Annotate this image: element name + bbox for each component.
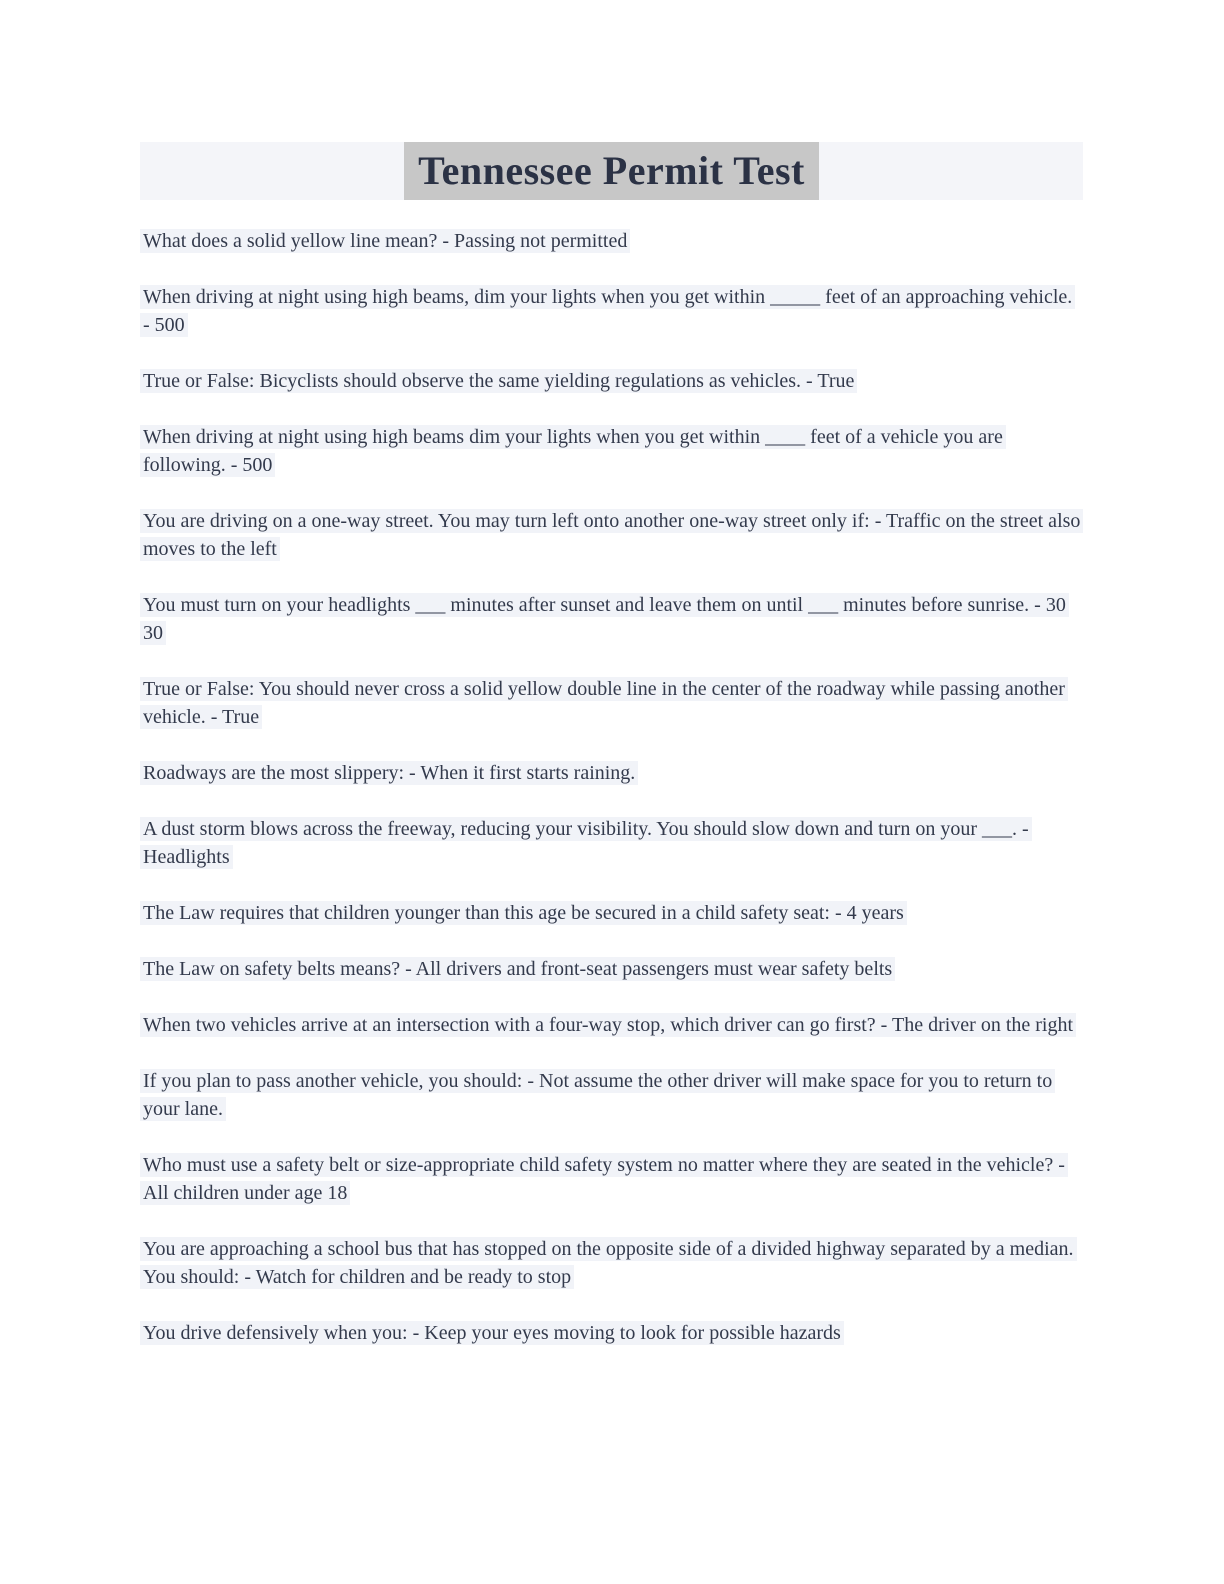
- question-item: [140, 759, 1083, 787]
- question-item: [140, 367, 1083, 395]
- question-item: [140, 1235, 1083, 1291]
- question-text: A dust storm blows across the freeway, reducing your visibility. You should slow down and turn on your ___. - Headlights: [140, 817, 1032, 869]
- question-text: You must turn on your headlights ___ minutes after sunset and leave them on until ___ minutes before sunrise. - 30 30: [140, 593, 1069, 645]
- question-text: Who must use a safety belt or size-appropriate child safety system no matter where they are seated in the vehicle? - All children under age 18: [140, 1153, 1068, 1205]
- question-text: When driving at night using high beams dim your lights when you get within ____ feet of a vehicle you are following. - 500: [140, 425, 1006, 477]
- question-item: [140, 815, 1083, 871]
- question-item: [140, 283, 1083, 339]
- question-text: The Law requires that children younger than this age be secured in a child safety seat: - 4 years: [140, 901, 907, 925]
- question-item: [140, 423, 1083, 479]
- question-text: True or False: You should never cross a solid yellow double line in the center of the roadway while passing another vehicle. - True: [140, 677, 1068, 729]
- question-text: You drive defensively when you: - Keep your eyes moving to look for possible hazards: [140, 1321, 844, 1345]
- question-item: [140, 591, 1083, 647]
- page-title: Tennessee Permit Test: [404, 142, 819, 200]
- question-text: When driving at night using high beams, dim your lights when you get within _____ feet of an approaching vehicle. - 500: [140, 285, 1075, 337]
- question-item: [140, 955, 1083, 983]
- question-text: The Law on safety belts means? - All drivers and front-seat passengers must wear safety belts: [140, 957, 895, 981]
- question-item: [140, 507, 1083, 563]
- question-item: [140, 1067, 1083, 1123]
- question-item: [140, 1319, 1083, 1347]
- question-item: [140, 1151, 1083, 1207]
- question-item: [140, 227, 1083, 255]
- question-list: [140, 227, 1083, 1347]
- question-text: Roadways are the most slippery: - When it first starts raining.: [140, 761, 638, 785]
- question-text: What does a solid yellow line mean? - Passing not permitted: [140, 229, 630, 253]
- question-text: You are approaching a school bus that has stopped on the opposite side of a divided highway separated by a median. You should: - Watch for children and be ready to stop: [140, 1237, 1077, 1289]
- question-text: You are driving on a one-way street. You may turn left onto another one-way street only if: - Traffic on the street also moves to the left: [140, 509, 1083, 561]
- question-text: If you plan to pass another vehicle, you should: - Not assume the other driver will make space for you to return to your lane.: [140, 1069, 1055, 1121]
- question-item: [140, 675, 1083, 731]
- question-text: When two vehicles arrive at an intersection with a four-way stop, which driver can go first? - The driver on the right: [140, 1013, 1076, 1037]
- question-item: [140, 899, 1083, 927]
- question-item: [140, 1011, 1083, 1039]
- question-text: True or False: Bicyclists should observe the same yielding regulations as vehicles. - True: [140, 369, 857, 393]
- title-banner: [140, 142, 1083, 200]
